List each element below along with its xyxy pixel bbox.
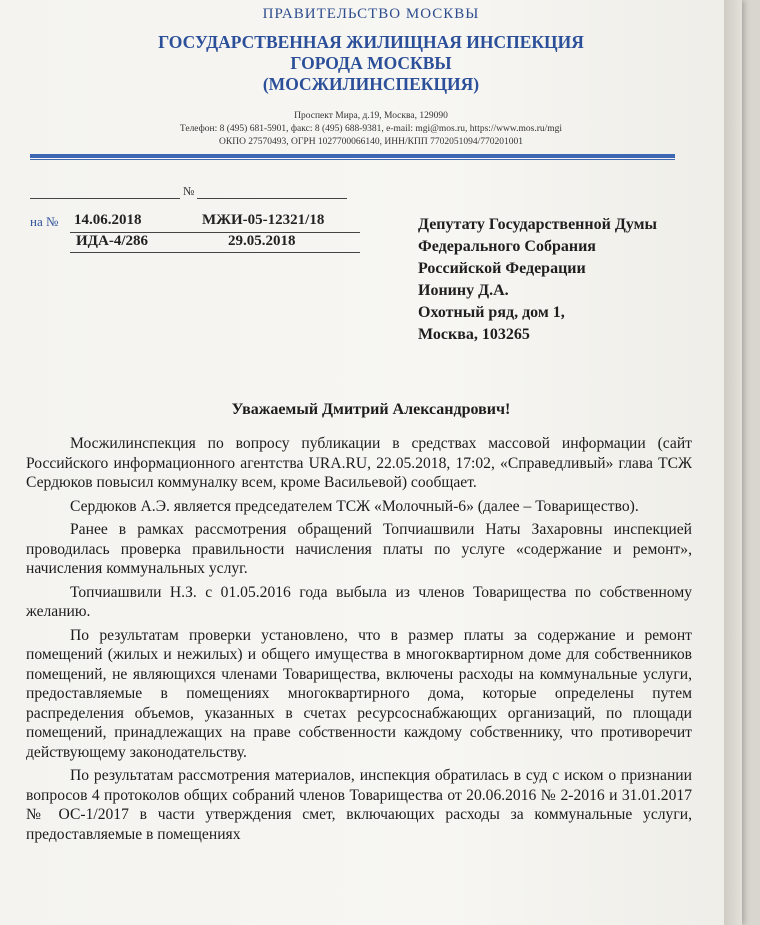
- reg-number-blank: [197, 198, 347, 199]
- reference-number-2: ИДА-4/286: [76, 233, 148, 249]
- body-paragraph: Сердюков А.Э. является председателем ТСЖ «Молочный-6» (далее – Товарищество).: [70, 497, 639, 515]
- organization-name: [0, 32, 742, 95]
- body-paragraph: Топчиашвили Н.З. с 01.05.2016 года выбыла из членов Товарищества по собственному желанию.: [26, 583, 692, 620]
- registry-codes: ОКПО 27570493, ОГРН 1027700066140, ИНН/КПП 7702051094/770201001: [219, 137, 523, 147]
- number-sign: №: [183, 184, 195, 198]
- body-paragraph: Ранее в рамках рассмотрения обращений Топчиашвили Наты Захаровны инспекцией проводилась проверка правильности начисления платы по услуге «содержание и ремонт», начисления коммунальных услуг.: [26, 521, 692, 577]
- contact-info: Телефон: 8 (495) 681-5901, факс: 8 (495) 688-9381, e-mail: mgi@mos.ru, https://www.mos.ru/mgi: [179, 124, 563, 134]
- salutation: Уважаемый Дмитрий Александрович!: [231, 401, 511, 418]
- addressee-line: Охотный ряд, дом 1,: [418, 304, 565, 321]
- body-paragraph: По результатам проверки установлено, что в размер платы за содержание и ремонт помещений (жилых и нежилых) и общего имущества в многоквартирном доме для собственников помещений, не являющихся членами Товарищества, включены расходы на коммунальные услуги, предоставляемые в помещениях многоквартирного дома, которые определены путем распределения объемов, указанных в счетах ресурсоснабжающих организаций, по площади помещений, принадлежащих на праве собственности каждому собственнику, что противоречит действующему законодательству.: [26, 626, 692, 761]
- letter-body: [26, 434, 692, 848]
- letterhead-rule: [30, 154, 675, 158]
- addressee-line: Депутату Государственной Думы: [418, 216, 658, 233]
- government-title: ПРАВИТЕЛЬСТВО МОСКВЫ: [262, 6, 480, 22]
- letterhead-contacts: [0, 110, 742, 149]
- reg-date-blank: [30, 198, 180, 199]
- reference-underline-2: [70, 252, 360, 253]
- addressee-line: Москва, 103265: [418, 326, 530, 343]
- on-number-label: на №: [30, 214, 59, 229]
- reference-date-1: 14.06.2018: [74, 212, 142, 228]
- addressee-line: Российской Федерации: [418, 260, 586, 277]
- addressee-block: [418, 214, 657, 346]
- letterhead-rule-thin: [30, 159, 675, 160]
- outgoing-registration: [30, 184, 347, 199]
- org-line-2: ГОРОДА МОСКВЫ: [290, 53, 452, 73]
- body-paragraph: По результатам рассмотрения материалов, инспекция обратилась в суд с иском о признании вопросов 4 протоколов общих собраний членов Товарищества от 20.06.2016 № 2-2016 и 31.01.2017 № ОС-1/2017 в части утверждения смет, включающих расходы за коммунальные услуги, предоставляемые в помещениях: [26, 767, 692, 843]
- postal-address: Проспект Мира, д.19, Москва, 129090: [294, 111, 448, 121]
- body-paragraph: Мосжилинспекция по вопросу публикации в средствах массовой информации (сайт Российского информационного агентства URA.RU, 22.05.2018, 17:02, «Справедливый» глава ТСЖ Сердюков повысил коммуналку всем, кроме Васильевой) сообщает.: [26, 435, 692, 491]
- addressee-line: Ионину Д.А.: [418, 282, 509, 299]
- org-line-3: (МОСЖИЛИНСПЕКЦИЯ): [262, 74, 480, 94]
- reference-date-2: 29.05.2018: [228, 233, 296, 249]
- addressee-line: Федерального Собрания: [418, 238, 596, 255]
- org-line-1: ГОСУДАРСТВЕННАЯ ЖИЛИЩНАЯ ИНСПЕКЦИЯ: [158, 32, 584, 52]
- reference-number-1: МЖИ-05-12321/18: [202, 212, 325, 228]
